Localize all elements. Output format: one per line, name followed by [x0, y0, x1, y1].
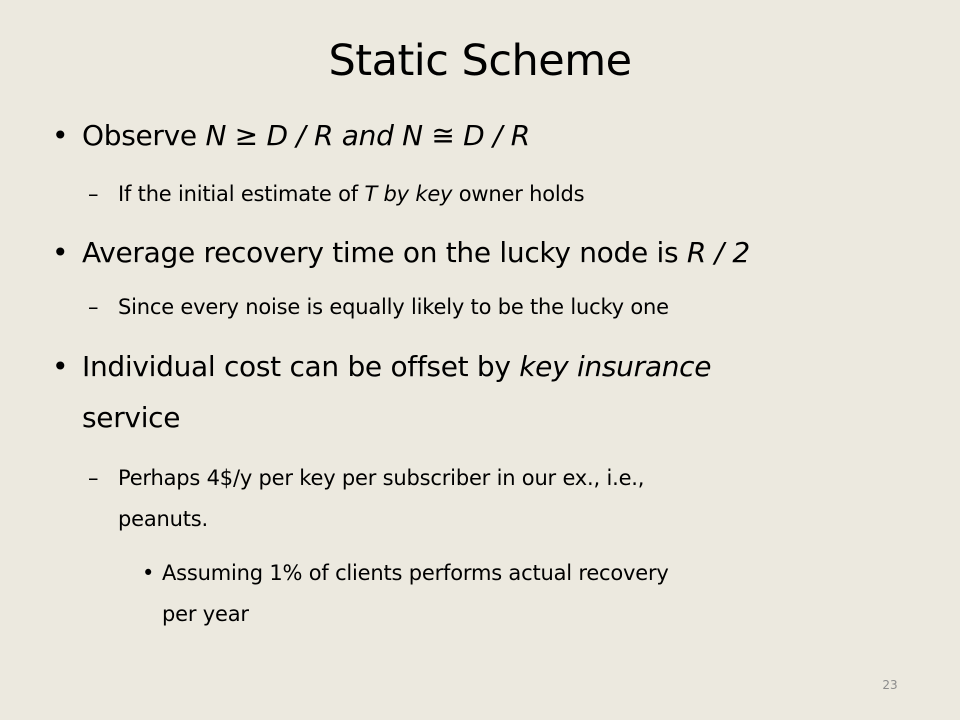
bullet-observe: • Observe N ≥ D / R and N ≅ D / R: [82, 114, 530, 158]
bullet-marker: •: [52, 119, 69, 152]
bullet-individual-cost: • Individual cost can be offset by key insurance: [82, 345, 711, 389]
sub-bullet-perhaps: – Perhaps 4$/y per key per subscriber in our ex., i.e.,: [118, 462, 644, 495]
dash-marker: –: [88, 466, 99, 490]
formula-n-vs-d-over-r: N ≥ D / R and N ≅ D / R: [205, 119, 530, 152]
dash-marker: –: [88, 182, 99, 206]
bullet-marker: •: [142, 561, 155, 585]
sub-sub-bullet-assuming: • Assuming 1% of clients performs actual recovery: [162, 557, 669, 590]
sub-bullet-every-noise: – Since every noise is equally likely to be the lucky one: [118, 291, 669, 324]
dash-marker: –: [88, 295, 99, 319]
sub-bullet-perhaps-cont: peanuts.: [118, 507, 208, 531]
sub-sub-bullet-assuming-cont: per year: [162, 602, 249, 626]
bullet-marker: •: [52, 350, 69, 383]
page-number: 23: [882, 678, 898, 692]
bullet-marker: •: [52, 236, 69, 269]
bullet-average-recovery: • Average recovery time on the lucky node is R / 2: [82, 231, 750, 275]
slide-title: Static Scheme: [328, 36, 632, 86]
sub-bullet-initial-estimate: – If the initial estimate of T by key owner holds: [118, 178, 584, 211]
bullet-individual-cost-cont: service: [82, 401, 181, 434]
